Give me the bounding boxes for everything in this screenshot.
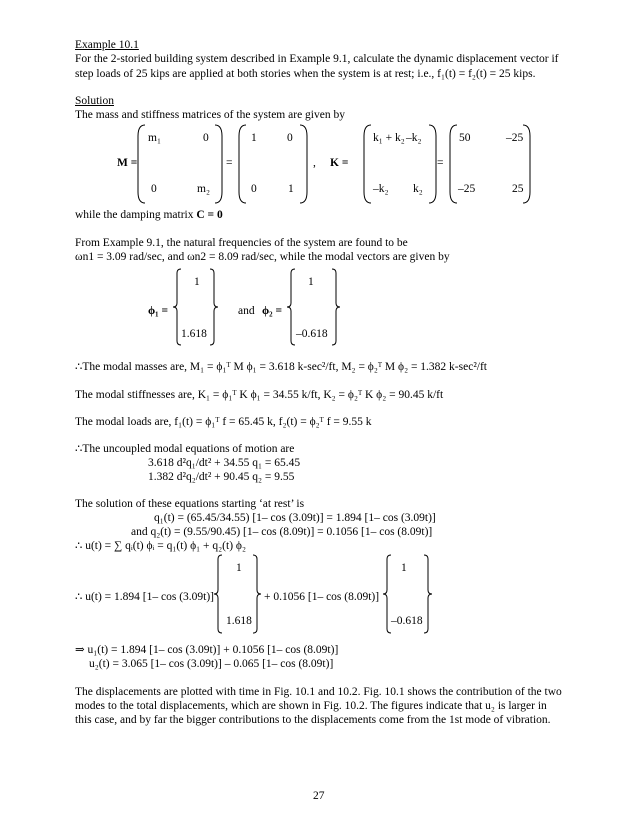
k-num-11: 50 bbox=[459, 132, 471, 144]
k-num-22: 25 bbox=[512, 183, 524, 195]
equals-sign: = bbox=[437, 157, 444, 169]
modal-loads: The modal loads are, f₁(t) = ϕ₁ᵀ f = 65.45 k, f₂(t) = ϕ₂ᵀ f = 9.55 k bbox=[75, 416, 372, 428]
uncoupled-eq1: 3.618 d²q₁/dt² + 34.55 q₁ = 65.45 bbox=[148, 457, 301, 469]
solution-heading: Solution bbox=[75, 95, 114, 107]
result-u1: ⇒ u₁(t) = 1.894 [1– cos (3.09t)] + 0.1056 [1– cos (8.09t)] bbox=[75, 644, 339, 656]
conclusion-line2: modes to the total displacements, which are shown in Fig. 10.2. The figures indicate that u₂ is larger in bbox=[75, 700, 547, 712]
stiffness-matrix-label: K = bbox=[330, 157, 349, 169]
example-text-line1: For the 2-storied building system described in Example 9.1, calculate the dynamic displacement vector if bbox=[75, 53, 559, 65]
u-v1-1: 1 bbox=[236, 562, 242, 574]
m-num-21: 0 bbox=[251, 183, 257, 195]
u-v2-1: 1 bbox=[401, 562, 407, 574]
brace-left bbox=[213, 554, 223, 634]
m-sym-22: m₂ bbox=[197, 183, 210, 195]
k-sym-22: k₂ bbox=[413, 183, 423, 195]
q2-solution: and q₂(t) = (9.55/90.45) [1– cos (8.09t)] = 0.1056 [1– cos (8.09t)] bbox=[131, 526, 433, 538]
conclusion-line3: this case, and by far the bigger contributions to the displacements come from the 1st mode of vibration. bbox=[75, 714, 551, 726]
result-u2: u₂(t) = 3.065 [1– cos (3.09t)] – 0.065 [1– cos (8.09t)] bbox=[89, 658, 334, 670]
brace-right bbox=[209, 268, 219, 346]
m-num-22: 1 bbox=[288, 183, 294, 195]
phi1-label: ϕ₁ = bbox=[148, 305, 169, 317]
comma: , bbox=[313, 157, 316, 169]
m-sym-11: m₁ bbox=[148, 132, 161, 144]
conclusion-line1: The displacements are plotted with time in Fig. 10.1 and 10.2. Fig. 10.1 shows the contribution of the two bbox=[75, 686, 562, 698]
k-sym-12: –k₂ bbox=[406, 132, 422, 144]
bracket-left bbox=[238, 124, 248, 204]
bracket-left bbox=[137, 124, 147, 204]
brace-left bbox=[286, 268, 296, 346]
m-sym-21: 0 bbox=[151, 183, 157, 195]
uncoupled-heading: ∴The uncoupled modal equations of motion are bbox=[75, 443, 295, 455]
equals-sign: = bbox=[226, 157, 233, 169]
phi2-label: ϕ₂ = bbox=[262, 305, 283, 317]
mass-matrix-label: M = bbox=[117, 157, 138, 169]
k-num-12: –25 bbox=[506, 132, 524, 144]
bracket-right bbox=[214, 124, 224, 204]
phi1-1: 1 bbox=[194, 276, 200, 288]
bracket-right bbox=[522, 124, 532, 204]
brace-right bbox=[423, 554, 433, 634]
u-sum: ∴ u(t) = ∑ qᵢ(t) ϕᵢ = q₁(t) ϕ₁ + q₂(t) ϕ₂ bbox=[75, 540, 246, 552]
modes-line1: From Example 9.1, the natural frequencies of the system are found to be bbox=[75, 237, 408, 249]
k-num-21: –25 bbox=[458, 183, 476, 195]
u-vector-mid: + 0.1056 [1– cos (8.09t)] bbox=[264, 591, 380, 603]
m-num-11: 1 bbox=[251, 132, 257, 144]
phi2-1: 1 bbox=[308, 276, 314, 288]
phi2-2: –0.618 bbox=[296, 328, 328, 340]
damping-text: while the damping matrix bbox=[75, 209, 197, 221]
m-num-12: 0 bbox=[287, 132, 293, 144]
solution-intro: The mass and stiffness matrices of the system are given by bbox=[75, 109, 345, 121]
solution-eqs-heading: The solution of these equations starting ‘at rest’ is bbox=[75, 498, 305, 510]
uncoupled-eq2: 1.382 d²q₂/dt² + 90.45 q₂ = 9.55 bbox=[148, 471, 295, 483]
u-vector-label: ∴ u(t) = 1.894 [1– cos (3.09t)] bbox=[75, 591, 214, 603]
m-sym-12: 0 bbox=[203, 132, 209, 144]
q1-solution: q₁(t) = (65.45/34.55) [1– cos (3.09t)] = 1.894 [1– cos (3.09t)] bbox=[154, 512, 436, 524]
bracket-left bbox=[363, 124, 373, 204]
k-sym-21: –k₂ bbox=[373, 183, 389, 195]
example-text-line2: step loads of 25 kips are applied at both stories when the system is at rest; i.e., f₁(t) = f₂(t) = 25 kips. bbox=[75, 68, 536, 80]
u-v1-2: 1.618 bbox=[226, 615, 252, 627]
page-number: 27 bbox=[313, 790, 325, 802]
brace-right bbox=[252, 554, 262, 634]
modal-masses: ∴The modal masses are, M₁ = ϕ₁ᵀ M ϕ₁ = 3.618 k-sec²/ft, M₂ = ϕ₂ᵀ M ϕ₂ = 1.382 k-sec²/ft bbox=[75, 361, 487, 373]
k-sym-11: k₁ + k₂ bbox=[373, 132, 405, 144]
damping-matrix: C = 0 bbox=[196, 209, 223, 221]
modes-line2: ωn1 = 3.09 rad/sec, and ωn2 = 8.09 rad/sec, while the modal vectors are given by bbox=[75, 251, 450, 263]
u-v2-2: –0.618 bbox=[391, 615, 423, 627]
bracket-right bbox=[299, 124, 309, 204]
and-text: and bbox=[238, 305, 255, 317]
example-heading: Example 10.1 bbox=[75, 39, 139, 51]
phi1-2: 1.618 bbox=[181, 328, 207, 340]
damping-line bbox=[75, 208, 223, 222]
brace-right bbox=[331, 268, 341, 346]
modal-stiffnesses: The modal stiffnesses are, K₁ = ϕ₁ᵀ K ϕ₁ = 34.55 k/ft, K₂ = ϕ₂ᵀ K ϕ₂ = 90.45 k/ft bbox=[75, 389, 444, 401]
